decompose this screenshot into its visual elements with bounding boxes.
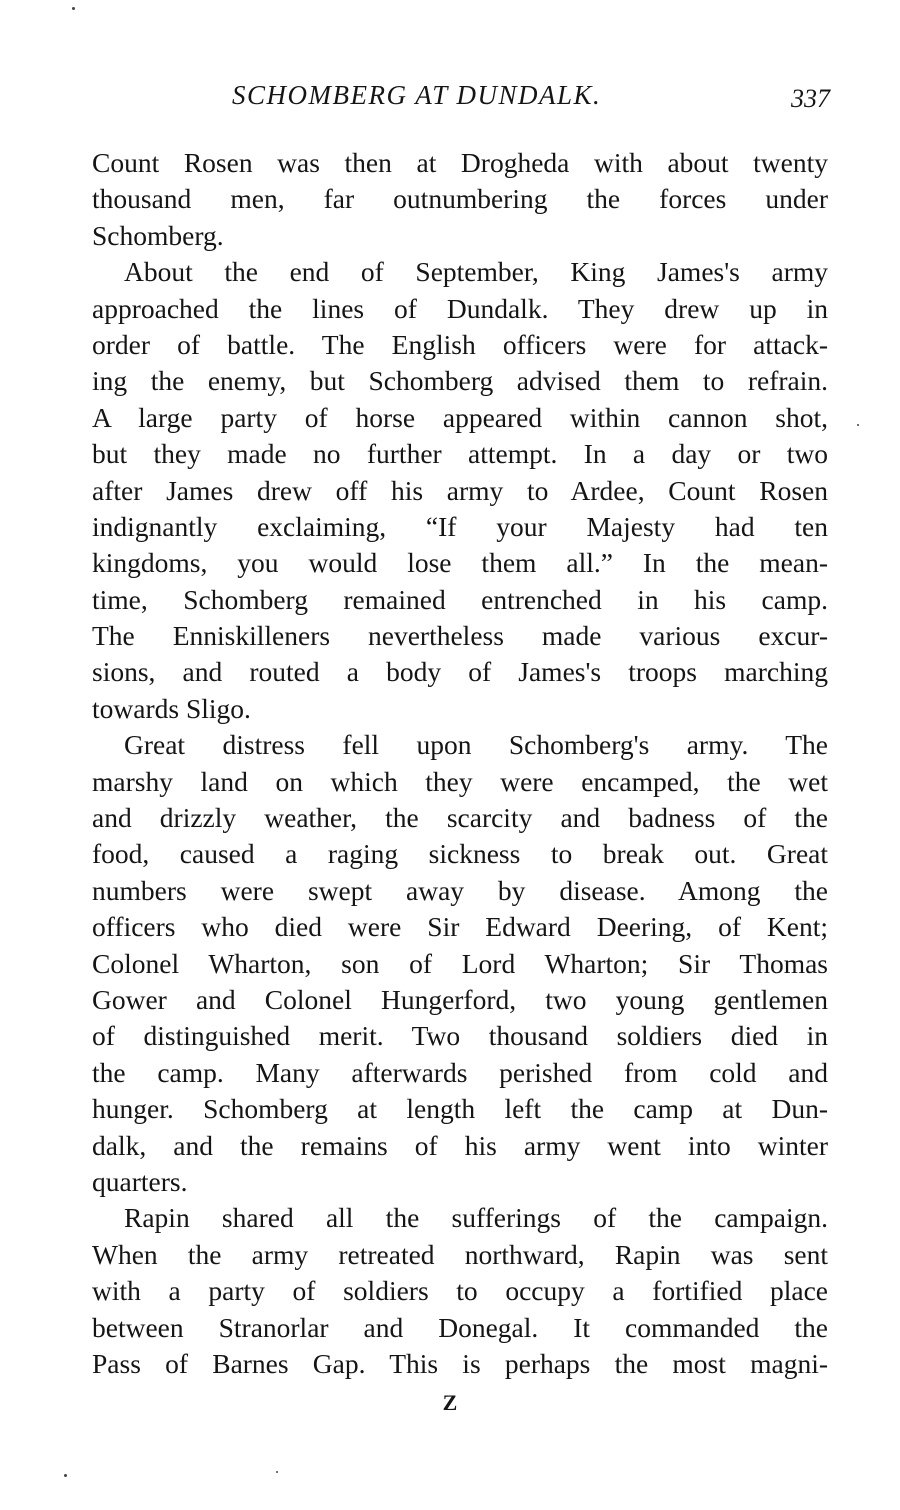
text-line: Schomberg. — [92, 219, 224, 251]
body-text — [92, 145, 828, 1382]
text-line: of distinguished merit. Two thousand soldiers died in — [92, 1020, 828, 1052]
text-line: the camp. Many afterwards perished from cold and — [92, 1056, 828, 1088]
text-line: time, Schomberg remained entrenched in his camp. — [92, 583, 828, 615]
text-line: quarters. — [92, 1165, 188, 1197]
running-title: SCHOMBERG AT DUNDALK. — [232, 80, 602, 110]
text-line: A large party of horse appeared within cannon shot, — [92, 401, 828, 433]
text-line: between Stranorlar and Donegal. It commanded the — [92, 1311, 828, 1343]
text-line: marshy land on which they were encamped, the wet — [92, 765, 828, 797]
text-line: dalk, and the remains of his army went into winter — [92, 1129, 828, 1161]
text-line: indignantly exclaiming, “If your Majesty had ten — [92, 510, 828, 542]
text-line: officers who died were Sir Edward Deering, of Kent; — [92, 911, 828, 943]
text-line: Gower and Colonel Hungerford, two young gentlemen — [92, 983, 828, 1015]
signature-mark: Z — [442, 1390, 458, 1415]
page-number: 337 — [791, 84, 830, 113]
scan-speck — [64, 1474, 67, 1477]
text-line: with a party of soldiers to occupy a fortified place — [92, 1275, 828, 1307]
text-line: and drizzly weather, the scarcity and badness of the — [92, 802, 828, 834]
text-line: Rapin shared all the sufferings of the campaign. — [124, 1202, 828, 1234]
text-line: but they made no further attempt. In a day or two — [92, 438, 828, 470]
text-line: hunger. Schomberg at length left the camp at Dun- — [92, 1093, 828, 1125]
text-line: numbers were swept away by disease. Among the — [92, 874, 828, 906]
text-line: towards Sligo. — [92, 692, 251, 724]
text-line: When the army retreated northward, Rapin was sent — [92, 1238, 828, 1270]
text-line: Great distress fell upon Schomberg's army. The — [124, 729, 828, 761]
scan-speck — [857, 424, 859, 426]
text-line: The Enniskilleners nevertheless made various excur- — [92, 620, 828, 652]
text-line: approached the lines of Dundalk. They drew up in — [92, 292, 828, 324]
text-line: food, caused a raging sickness to break out. Great — [92, 838, 828, 870]
scan-speck — [72, 7, 75, 10]
text-line: thousand men, far outnumbering the forces under — [92, 183, 828, 215]
text-line: ing the enemy, but Schomberg advised them to refrain. — [92, 365, 828, 397]
text-line: sions, and routed a body of James's troops marching — [92, 656, 828, 688]
text-line: Colonel Wharton, son of Lord Wharton; Sir Thomas — [92, 947, 828, 979]
text-line: Count Rosen was then at Drogheda with about twenty — [92, 147, 828, 178]
running-head — [92, 80, 830, 120]
text-line: About the end of September, King James's army — [124, 256, 828, 288]
text-line: order of battle. The English officers were for attack- — [92, 328, 828, 360]
text-line: Pass of Barnes Gap. This is perhaps the most magni- — [92, 1347, 828, 1379]
text-line: kingdoms, you would lose them all.” In the mean- — [92, 547, 828, 579]
text-line: after James drew off his army to Ardee, Count Rosen — [92, 474, 828, 506]
scan-speck — [276, 1471, 278, 1473]
